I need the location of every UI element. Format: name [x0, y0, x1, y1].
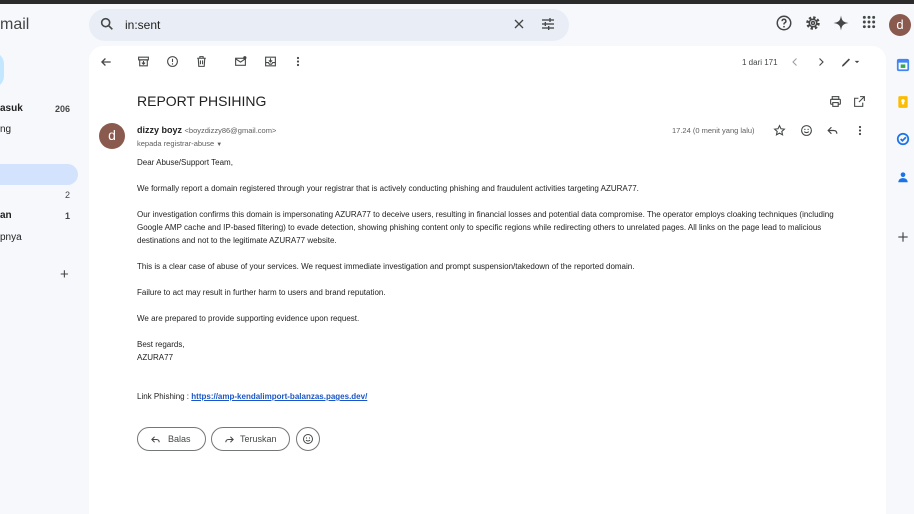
contacts-icon[interactable]: [896, 170, 910, 184]
email-signature: AZURA77: [137, 353, 174, 362]
email-date: 17.24 (0 menit yang lalu): [672, 126, 755, 135]
clear-search-icon[interactable]: [511, 16, 527, 32]
account-avatar[interactable]: d: [889, 14, 911, 36]
mark-unread-icon[interactable]: [234, 55, 247, 68]
phishing-link-line: [137, 390, 857, 403]
recipient-text: kepada registrar-abuse: [137, 139, 215, 148]
email-paragraph-2: Our investigation confirms this domain is impersonating AZURA77 to deceive users, resulting in financial losses and potential data compromise. The operator employs cloaking techniques (including Google AMP cache and IP-based filtering) to evade detection, showing phishing content only to specific regions while redirecting others to unrelated pages. All links on the page lead to malicious destinations and not to the legitimate AZURA77 website.: [137, 210, 834, 245]
recipient-dropdown-icon[interactable]: ▼: [216, 142, 223, 148]
sidebar-item-label: pnya: [0, 232, 22, 243]
reply-button[interactable]: [137, 427, 206, 451]
settings-gear-icon[interactable]: [804, 14, 822, 32]
top-strip: [0, 0, 914, 4]
sidebar-item-drafts[interactable]: [0, 185, 75, 205]
forward-button[interactable]: [211, 427, 290, 451]
email-subject: REPORT PHSIHING: [137, 93, 267, 109]
sidebar-item-label: asuk: [0, 103, 23, 114]
gmail-logo-text: mail: [0, 16, 30, 33]
add-label-icon[interactable]: +: [60, 266, 69, 283]
search-input[interactable]: [125, 15, 485, 35]
reply-icon: [150, 434, 161, 445]
open-new-window-icon[interactable]: [853, 95, 866, 108]
star-icon[interactable]: [773, 124, 786, 137]
next-page-icon[interactable]: [815, 55, 827, 69]
sender-line: [137, 125, 276, 135]
phishing-link[interactable]: https://amp-kendalimport-balanzas.pages.dev/: [191, 392, 368, 401]
reply-icon[interactable]: [826, 124, 839, 137]
search-options-icon[interactable]: [540, 16, 556, 32]
sender-avatar[interactable]: d: [99, 123, 125, 149]
input-tools-pencil-icon[interactable]: [839, 55, 861, 69]
sidebar-item-other[interactable]: [0, 228, 75, 248]
keep-icon[interactable]: [896, 95, 910, 109]
search-bar[interactable]: [89, 9, 569, 41]
emoji-reaction-button[interactable]: [296, 427, 320, 451]
archive-icon[interactable]: [137, 55, 150, 68]
sidebar-item-sent[interactable]: [0, 164, 75, 184]
message-more-icon[interactable]: [854, 124, 866, 137]
back-arrow-icon[interactable]: [99, 55, 113, 69]
gemini-sparkle-icon[interactable]: [832, 14, 850, 32]
message-panel: [89, 46, 886, 514]
reply-button-label: Balas: [168, 434, 191, 444]
compose-button[interactable]: [0, 52, 4, 88]
email-paragraph-1: We formally report a domain registered through your registrar that is actively conducting phishing and fraudulent activities targeting AZURA77.: [137, 184, 639, 193]
tasks-icon[interactable]: [896, 132, 910, 146]
add-addon-icon[interactable]: [896, 230, 910, 244]
link-label: Link Phishing :: [137, 392, 192, 401]
delete-trash-icon[interactable]: [195, 55, 208, 68]
sender-email: <boyzdizzy86@gmail.com>: [184, 126, 277, 135]
email-closing: Best regards,: [137, 340, 185, 349]
sidebar-item-count: 206: [54, 104, 70, 114]
apps-grid-icon[interactable]: [861, 14, 877, 30]
sidebar-item-label: an: [0, 210, 12, 221]
search-icon[interactable]: [99, 16, 115, 32]
pagination-text: 1 dari 171: [742, 58, 778, 67]
smiley-icon: [302, 433, 314, 445]
sidebar-item-starred[interactable]: [0, 120, 75, 140]
sidebar-item-count: 1: [64, 211, 70, 221]
add-reaction-icon[interactable]: [800, 124, 813, 137]
sender-name[interactable]: dizzy boyz: [137, 125, 183, 135]
sidebar-item-label: ng: [0, 124, 12, 135]
email-paragraph-5: We are prepared to provide supporting evidence upon request.: [137, 314, 360, 323]
recipient-line[interactable]: [137, 139, 222, 148]
email-paragraph-3: This is a clear case of abuse of your services. We request immediate investigation and prompt suspension/takedown of the reported domain.: [137, 262, 635, 271]
move-to-icon[interactable]: [264, 55, 277, 68]
sidebar-item-inbox[interactable]: [0, 99, 75, 119]
forward-icon: [224, 434, 235, 445]
sidebar-item-count: 2: [64, 190, 70, 200]
sidebar-item-more[interactable]: [0, 206, 75, 226]
print-icon[interactable]: [829, 95, 842, 108]
report-spam-icon[interactable]: [166, 55, 179, 68]
prev-page-icon[interactable]: [789, 55, 801, 69]
forward-button-label: Teruskan: [240, 434, 277, 444]
calendar-icon[interactable]: [896, 58, 910, 72]
email-greeting: Dear Abuse/Support Team,: [137, 158, 233, 167]
help-icon[interactable]: [775, 14, 793, 32]
more-vert-icon[interactable]: [292, 55, 304, 68]
email-paragraph-4: Failure to act may result in further harm to users and brand reputation.: [137, 288, 386, 297]
